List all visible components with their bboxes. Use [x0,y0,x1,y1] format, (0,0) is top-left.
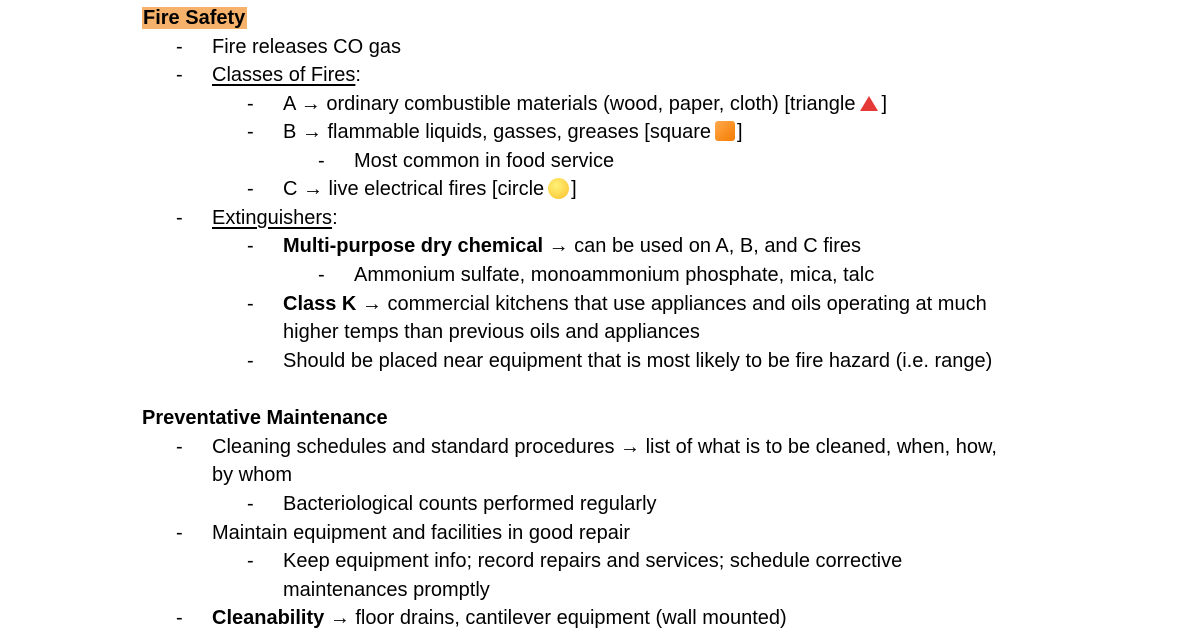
bullet-dash: - [318,150,325,172]
list-item-multi-purpose [283,232,861,260]
bullet-dash: - [247,93,254,115]
class-b-text: B → flammable liquids, gasses, greases [square [283,121,711,143]
list-item-class-a [283,90,887,118]
cleanability-rest: → floor drains, cantilever equipment (wall mounted) [324,607,787,629]
classes-of-fires-label: Classes of Fires [212,64,356,86]
list-item-class-k-continued: higher temps than previous oils and appliances [283,321,700,343]
list-item-bacteriological: Bacteriological counts performed regularly [283,493,657,515]
bullet-dash: - [176,36,183,58]
list-item-extinguishers [212,204,338,232]
colon: : [355,64,361,86]
bullet-dash: - [247,178,254,200]
yellow-circle-icon [548,178,569,199]
class-k-bold: Class K [283,293,357,315]
highlighted-heading-text: Fire Safety [143,7,246,29]
list-item-class-b-note: Most common in food service [354,150,615,172]
list-item-class-b [283,118,743,146]
orange-square-icon [715,121,735,141]
bullet-dash: - [247,493,254,515]
list-item-class-c [283,175,577,203]
bullet-dash: - [247,293,254,315]
extinguishers-label: Extinguishers [212,207,333,229]
class-a-close: ] [881,93,888,115]
bullet-dash: - [247,550,254,572]
cleanability-bold: Cleanability [212,607,325,629]
bullet-dash: - [247,350,254,372]
list-item-cleaning-line2: by whom [212,464,293,486]
colon: : [332,207,338,229]
class-k-rest: → commercial kitchens that use appliances and oils operating at much [356,293,987,315]
list-item-cleaning-line1: Cleaning schedules and standard procedures → list of what is to be cleaned, when, how, [212,436,997,458]
bullet-dash: - [176,436,183,458]
class-c-close: ] [571,178,577,200]
section-heading-fire-safety [142,5,247,31]
list-item-repair: Maintain equipment and facilities in good repair [212,522,631,544]
bullet-dash: - [176,64,183,86]
multi-purpose-bold: Multi-purpose dry chemical [283,235,544,257]
list-item-co-gas: Fire releases CO gas [212,36,401,58]
bullet-dash: - [247,235,254,257]
bullet-dash: - [318,264,325,286]
list-item-multi-purpose-note: Ammonium sulfate, monoammonium phosphate, mica, talc [354,264,875,286]
list-item-classes-of-fires [212,61,361,89]
multi-purpose-rest: → can be used on A, B, and C fires [543,235,862,257]
red-triangle-icon [860,96,878,111]
class-c-text: C → live electrical fires [circle [283,178,545,200]
list-item-class-k [283,290,987,318]
bullet-dash: - [176,207,183,229]
section-heading-preventative-maintenance: Preventative Maintenance [142,407,388,429]
list-item-cleanability [212,604,787,632]
class-b-close: ] [736,121,743,143]
class-a-text: A → ordinary combustible materials (wood, paper, cloth) [triangle [283,93,856,115]
list-item-records-line1: Keep equipment info; record repairs and services; schedule corrective [283,550,903,572]
bullet-dash: - [176,522,183,544]
list-item-placement: Should be placed near equipment that is most likely to be fire hazard (i.e. range) [283,350,993,372]
bullet-dash: - [247,121,254,143]
bullet-dash: - [176,607,183,629]
list-item-records-line2: maintenances promptly [283,579,490,601]
